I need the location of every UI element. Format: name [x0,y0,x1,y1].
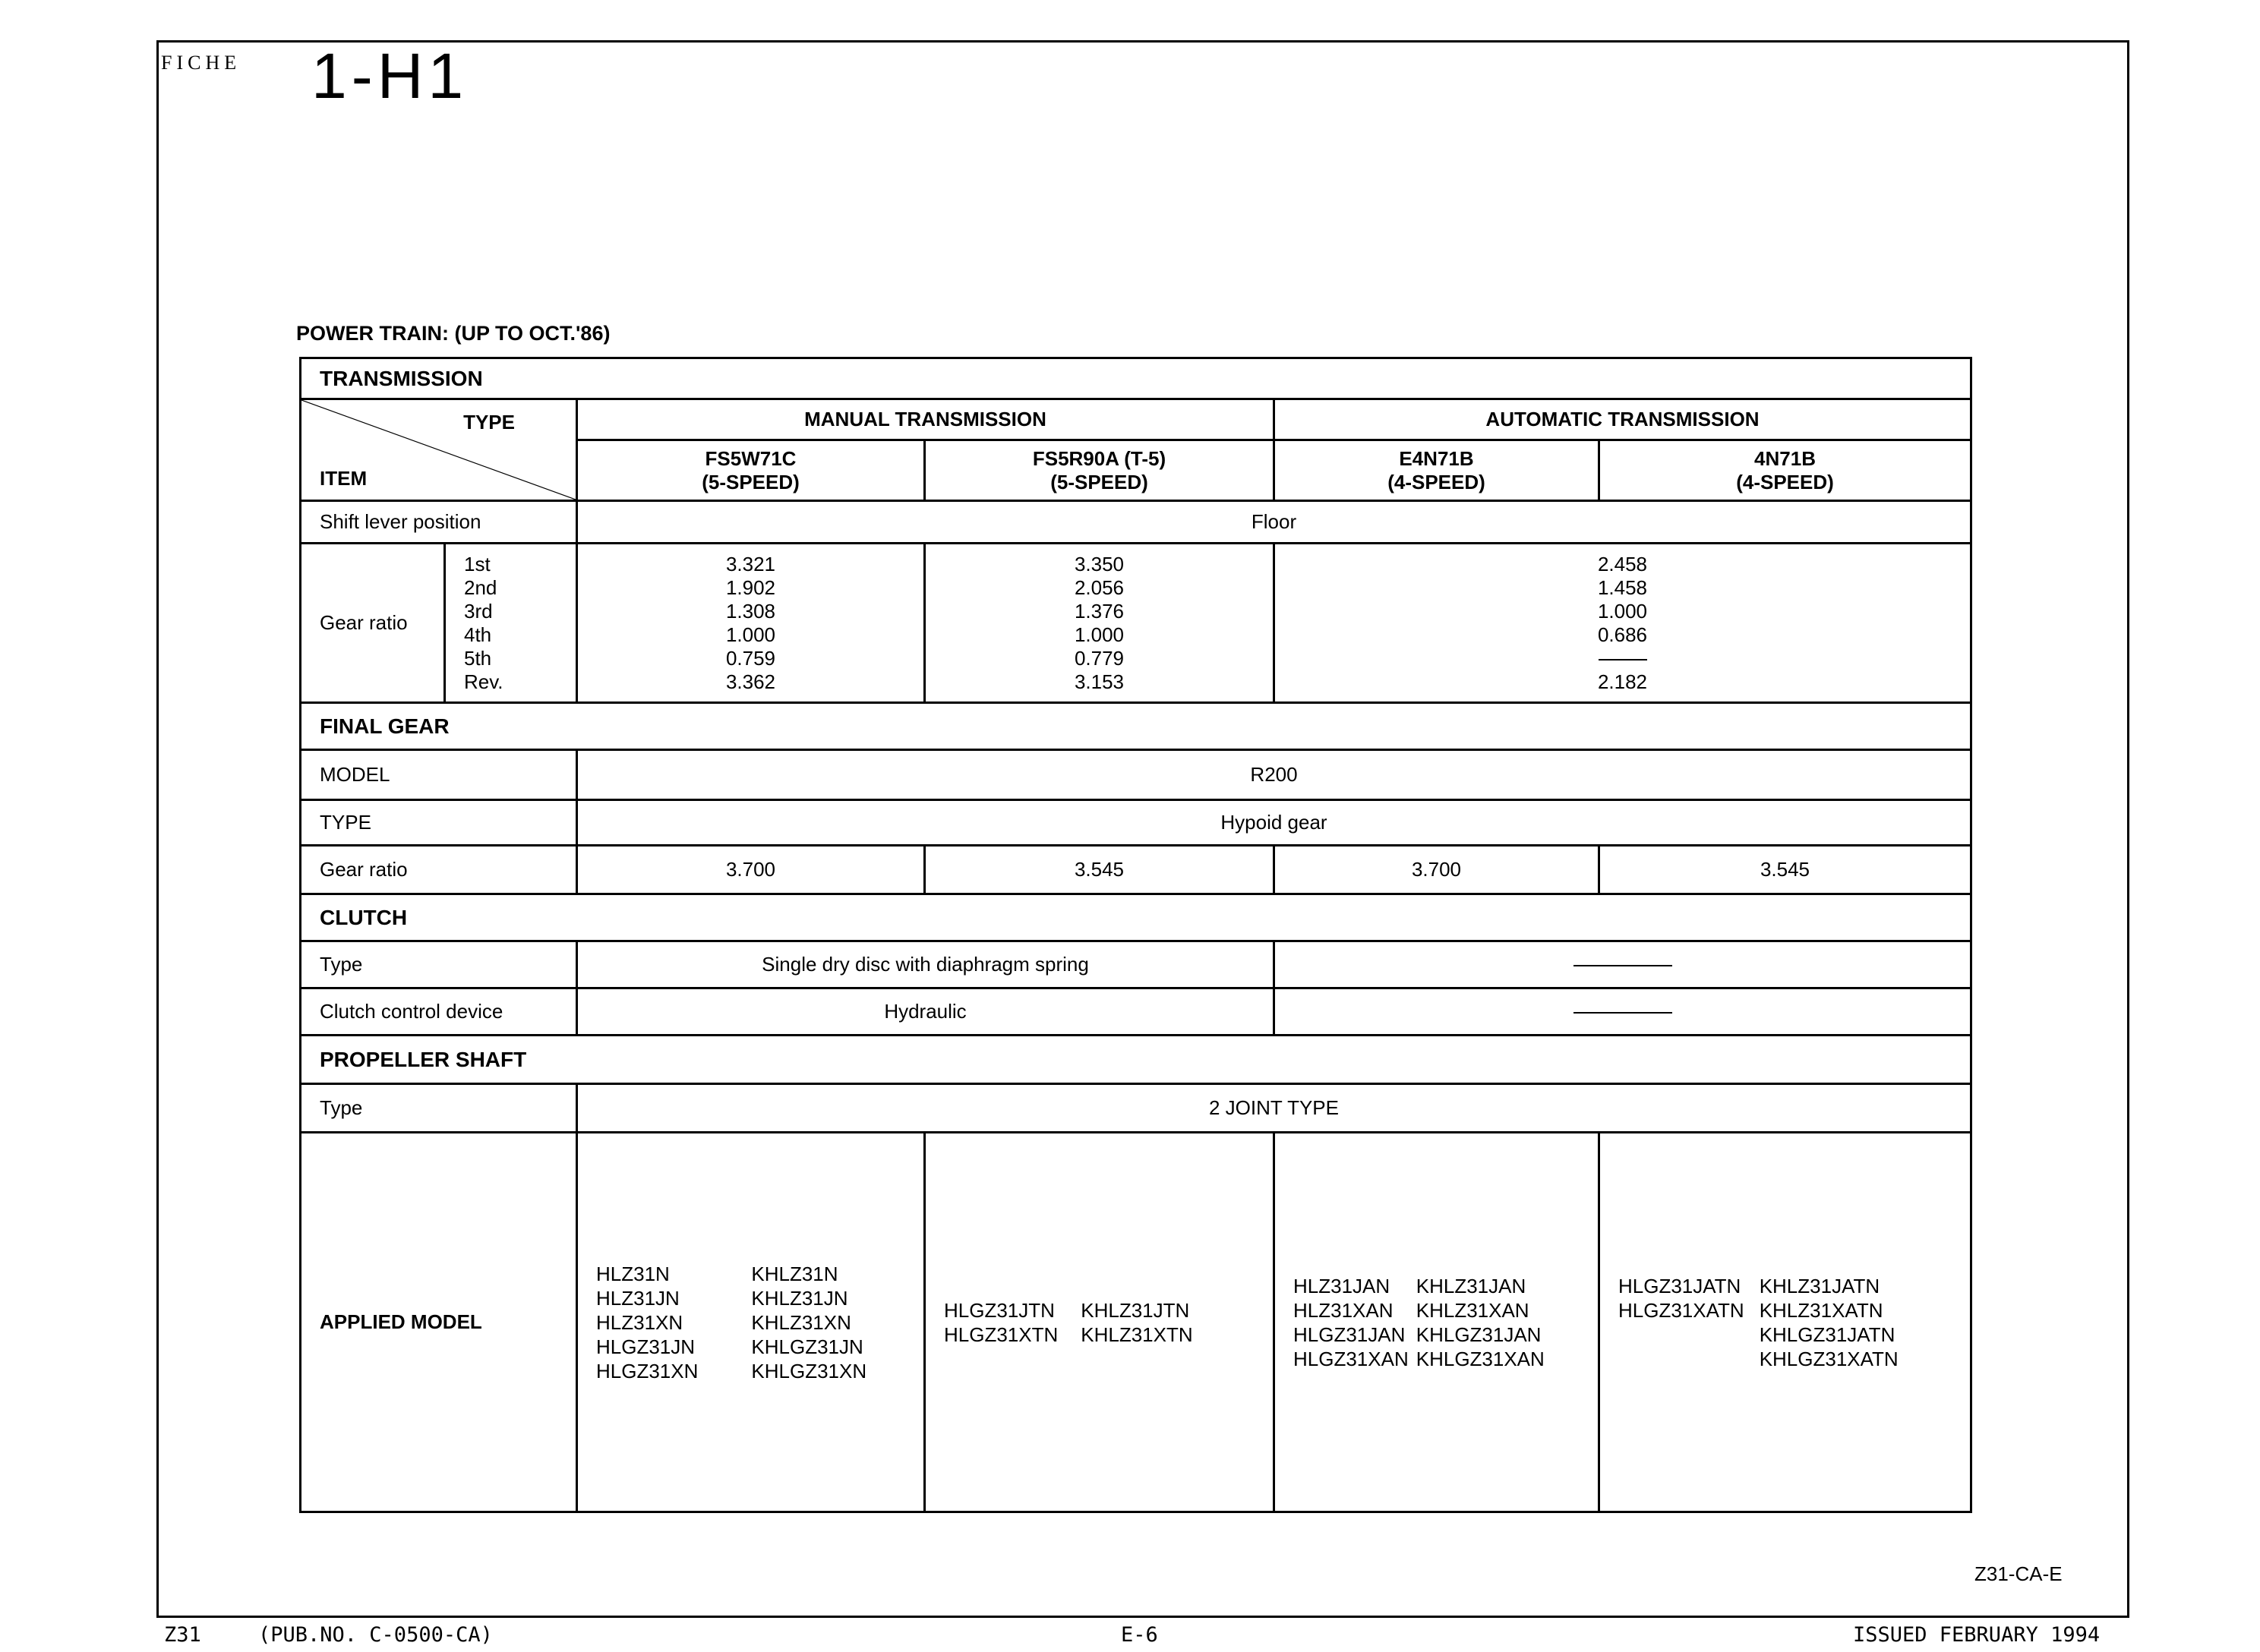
model-code: KHLGZ31JATN [1759,1323,1895,1346]
ratio-value: 2.056 [1074,575,1125,599]
applied-models-fs5r90a [925,1133,1274,1512]
model-code: HLZ31N [596,1262,670,1285]
model-code: KHLZ31XN [751,1310,851,1334]
model-list [751,1262,866,1383]
ratio-value: 1.458 [1597,575,1648,599]
dash-line [1573,1012,1672,1014]
shift-lever-value: Floor [577,501,1971,544]
ratio-value: 0.779 [1074,646,1125,670]
ratio-value: 0.759 [725,646,776,670]
model-code: HLGZ31JAN [1293,1323,1406,1346]
ratios-automatic [1274,544,1971,703]
model-name: FS5W71C [705,446,797,470]
ratios-fs5r90a [925,544,1274,703]
model-code: KHLZ31N [751,1262,838,1285]
final-gear-type-value: Hypoid gear [577,800,1971,846]
model-name: 4N71B [1754,446,1816,470]
item-label: ITEM [320,467,368,490]
clutch-type-value: Single dry disc with diaphragm spring [577,941,1274,988]
model-code: HLZ31XN [596,1310,683,1334]
applied-models-e4n71b [1274,1133,1599,1512]
power-train-table [299,357,1972,1513]
model-code: KHLZ31JATN [1759,1274,1880,1297]
final-gear-model-label: MODEL [301,750,577,800]
model-code: KHLGZ31XAN [1416,1347,1545,1370]
clutch-type-automatic [1274,941,1971,988]
model-code: KHLGZ31JAN [1416,1323,1542,1346]
final-ratio-4n71b: 3.545 [1599,846,1971,894]
model-list [1081,1298,1192,1347]
propeller-shaft-heading: PROPELLER SHAFT [301,1036,1971,1084]
clutch-control-automatic [1274,988,1971,1036]
final-ratio-fs5w71c: 3.700 [577,846,925,894]
model-code: KHLGZ31XN [751,1359,867,1382]
model-code: HLGZ31XTN [944,1323,1059,1346]
model-list [1618,1274,1744,1371]
propeller-type-label: Type [301,1084,577,1133]
transmission-heading: TRANSMISSION [301,358,1971,399]
model-code: HLZ31JAN [1293,1274,1390,1297]
footer-issued-date: ISSUED FEBRUARY 1994 [1853,1623,2101,1647]
ratio-value: 2.182 [1597,670,1648,693]
ratio-value: 1.000 [1074,623,1125,646]
model-list [1293,1274,1409,1371]
final-ratio-fs5r90a: 3.545 [925,846,1274,894]
applied-models-4n71b [1599,1133,1971,1512]
dash-line [1573,965,1672,966]
ratio-value: 3.350 [1074,552,1125,575]
ratio-value: 0.686 [1597,623,1648,646]
model-code: HLGZ31XATN [1618,1298,1744,1322]
reference-code: Z31-CA-E [1974,1562,2063,1585]
model-code: HLGZ31JTN [944,1298,1055,1322]
model-code: HLGZ31JN [596,1335,696,1358]
gear-name: 5th [464,646,492,670]
footer-model: Z31 [164,1623,201,1647]
model-code: KHLZ31XAN [1416,1298,1529,1322]
manual-transmission-header: MANUAL TRANSMISSION [577,399,1274,440]
automatic-transmission-header: AUTOMATIC TRANSMISSION [1274,399,1971,440]
model-speed: (4-SPEED) [1736,470,1834,493]
model-code: KHLZ31JN [751,1286,848,1310]
model-code: HLZ31JN [596,1286,680,1310]
model-list [944,1298,1058,1347]
model-list [596,1262,698,1383]
clutch-heading: CLUTCH [301,894,1971,941]
fiche-label: FICHE [161,52,241,74]
applied-models-fs5w71c [577,1133,925,1512]
model-speed: (4-SPEED) [1387,470,1485,493]
model-list [1760,1274,1899,1371]
footer-page-number: E-6 [1121,1623,1158,1647]
type-item-header [301,399,577,501]
gear-names [445,544,577,703]
model-code: HLGZ31JATN [1618,1274,1741,1297]
ratio-value: 1.308 [725,599,776,623]
ratio-value: 2.458 [1597,552,1648,575]
model-speed: (5-SPEED) [1050,470,1148,493]
ratio-value: 1.902 [725,575,776,599]
model-name: E4N71B [1399,446,1474,470]
ratio-value: 3.321 [725,552,776,575]
model-e4n71b [1274,440,1599,501]
gear-ratio-label: Gear ratio [301,544,445,703]
section-title: POWER TRAIN: (UP TO OCT.'86) [296,322,611,345]
clutch-type-label: Type [301,941,577,988]
final-gear-type-label: TYPE [301,800,577,846]
dash-line [1599,659,1647,660]
applied-model-label: APPLIED MODEL [301,1133,577,1512]
ratio-value: 1.376 [1074,599,1125,623]
gear-name: 3rd [464,599,493,623]
propeller-type-value: 2 JOINT TYPE [577,1084,1971,1133]
ratios-fs5w71c [577,544,925,703]
clutch-control-label: Clutch control device [301,988,577,1036]
model-code: KHLGZ31JN [751,1335,863,1358]
clutch-control-value: Hydraulic [577,988,1274,1036]
final-gear-model-value: R200 [577,750,1971,800]
model-fs5r90a [925,440,1274,501]
model-code: HLZ31XAN [1293,1298,1394,1322]
ratio-dash [1293,647,1952,670]
ratio-value: 1.000 [725,623,776,646]
final-ratio-e4n71b: 3.700 [1274,846,1599,894]
model-list [1416,1274,1545,1371]
gear-name: 4th [464,623,492,646]
fiche-number: 1-H1 [311,40,469,112]
ratio-value: 3.153 [1074,670,1125,693]
model-speed: (5-SPEED) [702,470,800,493]
model-name: FS5R90A (T-5) [1032,446,1166,470]
shift-lever-label: Shift lever position [301,501,577,544]
ratio-value: 1.000 [1597,599,1648,623]
model-code: KHLZ31XATN [1759,1298,1883,1322]
model-code: KHLGZ31XATN [1759,1347,1899,1370]
final-gear-ratio-label: Gear ratio [301,846,577,894]
model-code: KHLZ31JTN [1081,1298,1190,1322]
model-code: HLGZ31XN [596,1359,699,1382]
gear-name: 2nd [464,575,497,599]
final-gear-heading: FINAL GEAR [301,703,1971,750]
gear-name: Rev. [464,670,503,693]
footer-publication-number: (PUB.NO. C-0500-CA) [258,1623,493,1647]
gear-name: 1st [464,552,491,575]
model-code: KHLZ31JAN [1416,1274,1526,1297]
type-label: TYPE [463,411,515,433]
model-4n71b [1599,440,1971,501]
model-code: HLGZ31XAN [1293,1347,1409,1370]
model-fs5w71c [577,440,925,501]
model-code: KHLZ31XTN [1081,1323,1193,1346]
ratio-value: 3.362 [725,670,776,693]
